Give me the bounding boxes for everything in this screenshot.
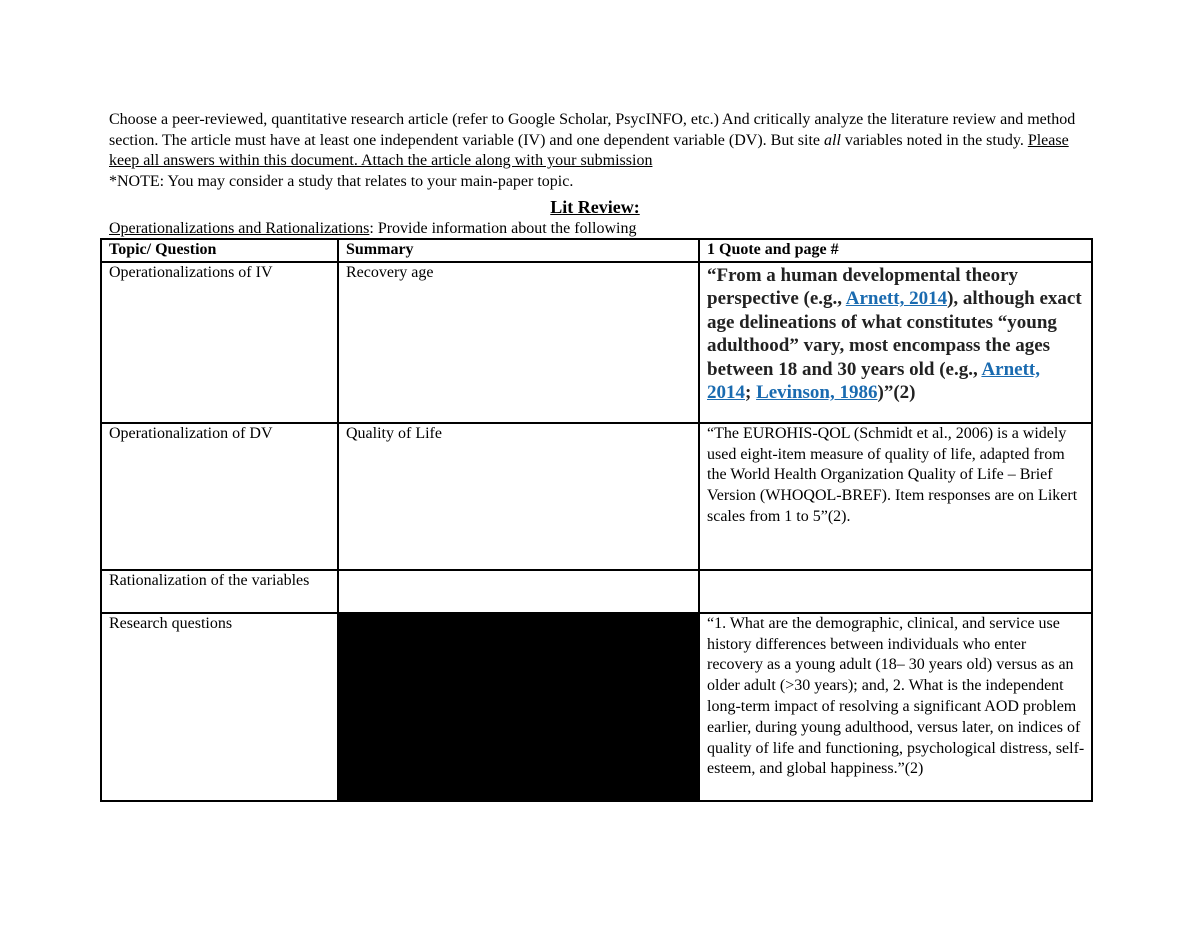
table-row	[101, 570, 1092, 613]
topic-cell[interactable]: Operationalizations of IV	[101, 262, 338, 423]
table-header-row	[101, 239, 1092, 262]
instructions-note: *NOTE: You may consider a study that relates to your main-paper topic.	[109, 172, 574, 190]
topic-cell[interactable]: Rationalization of the variables	[101, 570, 338, 613]
redacted-summary-cell	[338, 613, 699, 801]
lit-review-table	[100, 238, 1093, 802]
lit-review-heading: Lit Review:	[550, 197, 640, 217]
quote-cell[interactable]	[699, 262, 1092, 423]
instructions-text-b: variables noted in the study.	[840, 131, 1028, 149]
citation-link-arnett[interactable]: Arnett, 2014	[707, 358, 1040, 404]
instructions-emphasis-all: all	[824, 131, 841, 149]
operationalizations-instruction: : Provide information about the following	[369, 220, 637, 237]
iv-quote-part: )”(2)	[877, 382, 916, 404]
instructions-underlined: Please keep all answers within this document. Attach the article along with your submission	[109, 131, 1069, 170]
table-row	[101, 423, 1092, 570]
citation-link-arnett[interactable]: Arnett, 2014	[845, 288, 948, 310]
summary-cell[interactable]	[338, 570, 699, 613]
quote-cell[interactable]	[699, 570, 1092, 613]
instructions-paragraph	[109, 110, 1099, 172]
summary-cell[interactable]: Recovery age	[338, 262, 699, 423]
iv-quote-part: “From a human developmental theory perspective (e.g.,	[707, 264, 1019, 310]
operationalizations-label: Operationalizations and Rationalizations	[109, 220, 370, 237]
topic-cell[interactable]: Research questions	[101, 613, 338, 801]
topic-cell[interactable]: Operationalization of DV	[101, 423, 338, 570]
iv-quote-part: ;	[745, 382, 757, 404]
quote-cell[interactable]: “1. What are the demographic, clinical, and service use history differences between individuals who enter recovery as a young adult (18– 30 years old) versus as an older adult (>30 years); and, 2. What is the independent long-term impact of resolving a significant AOD problem earlier, during young adulthood, versus later, on indices of quality of life and functioning, psychological distress, self-esteem, and global happiness.”(2)	[699, 613, 1092, 801]
instructions	[109, 110, 1099, 192]
summary-cell[interactable]: Quality of Life	[338, 423, 699, 570]
citation-link-levinson[interactable]: Levinson, 1986	[756, 382, 878, 404]
table-row	[101, 613, 1092, 801]
iv-quote	[707, 263, 1085, 405]
header-summary: Summary	[338, 239, 699, 262]
quote-cell[interactable]: “The EUROHIS-QOL (Schmidt et al., 2006) is a widely used eight-item measure of quality of life, adapted from the World Health Organization Quality of Life – Brief Version (WHOQOL-BREF). Item responses are on Likert scales from 1 to 5”(2).	[699, 423, 1092, 570]
table-row	[101, 262, 1092, 423]
instructions-text-a: Choose a peer-reviewed, quantitative research article (refer to Google Scholar, PsycINFO, etc.) And critically analyze the literature review and method section. The article must have at least one independent variable (IV) and one dependent variable (DV). But site	[109, 111, 1076, 149]
header-topic: Topic/ Question	[101, 239, 338, 262]
iv-quote-part: ), although exact age delineations of what constitutes “young adulthood” vary, most encompass the ages between 18 and 30 years old (e.g.,	[707, 288, 1082, 380]
operationalizations-line	[109, 219, 636, 239]
header-quote: 1 Quote and page #	[699, 239, 1092, 262]
